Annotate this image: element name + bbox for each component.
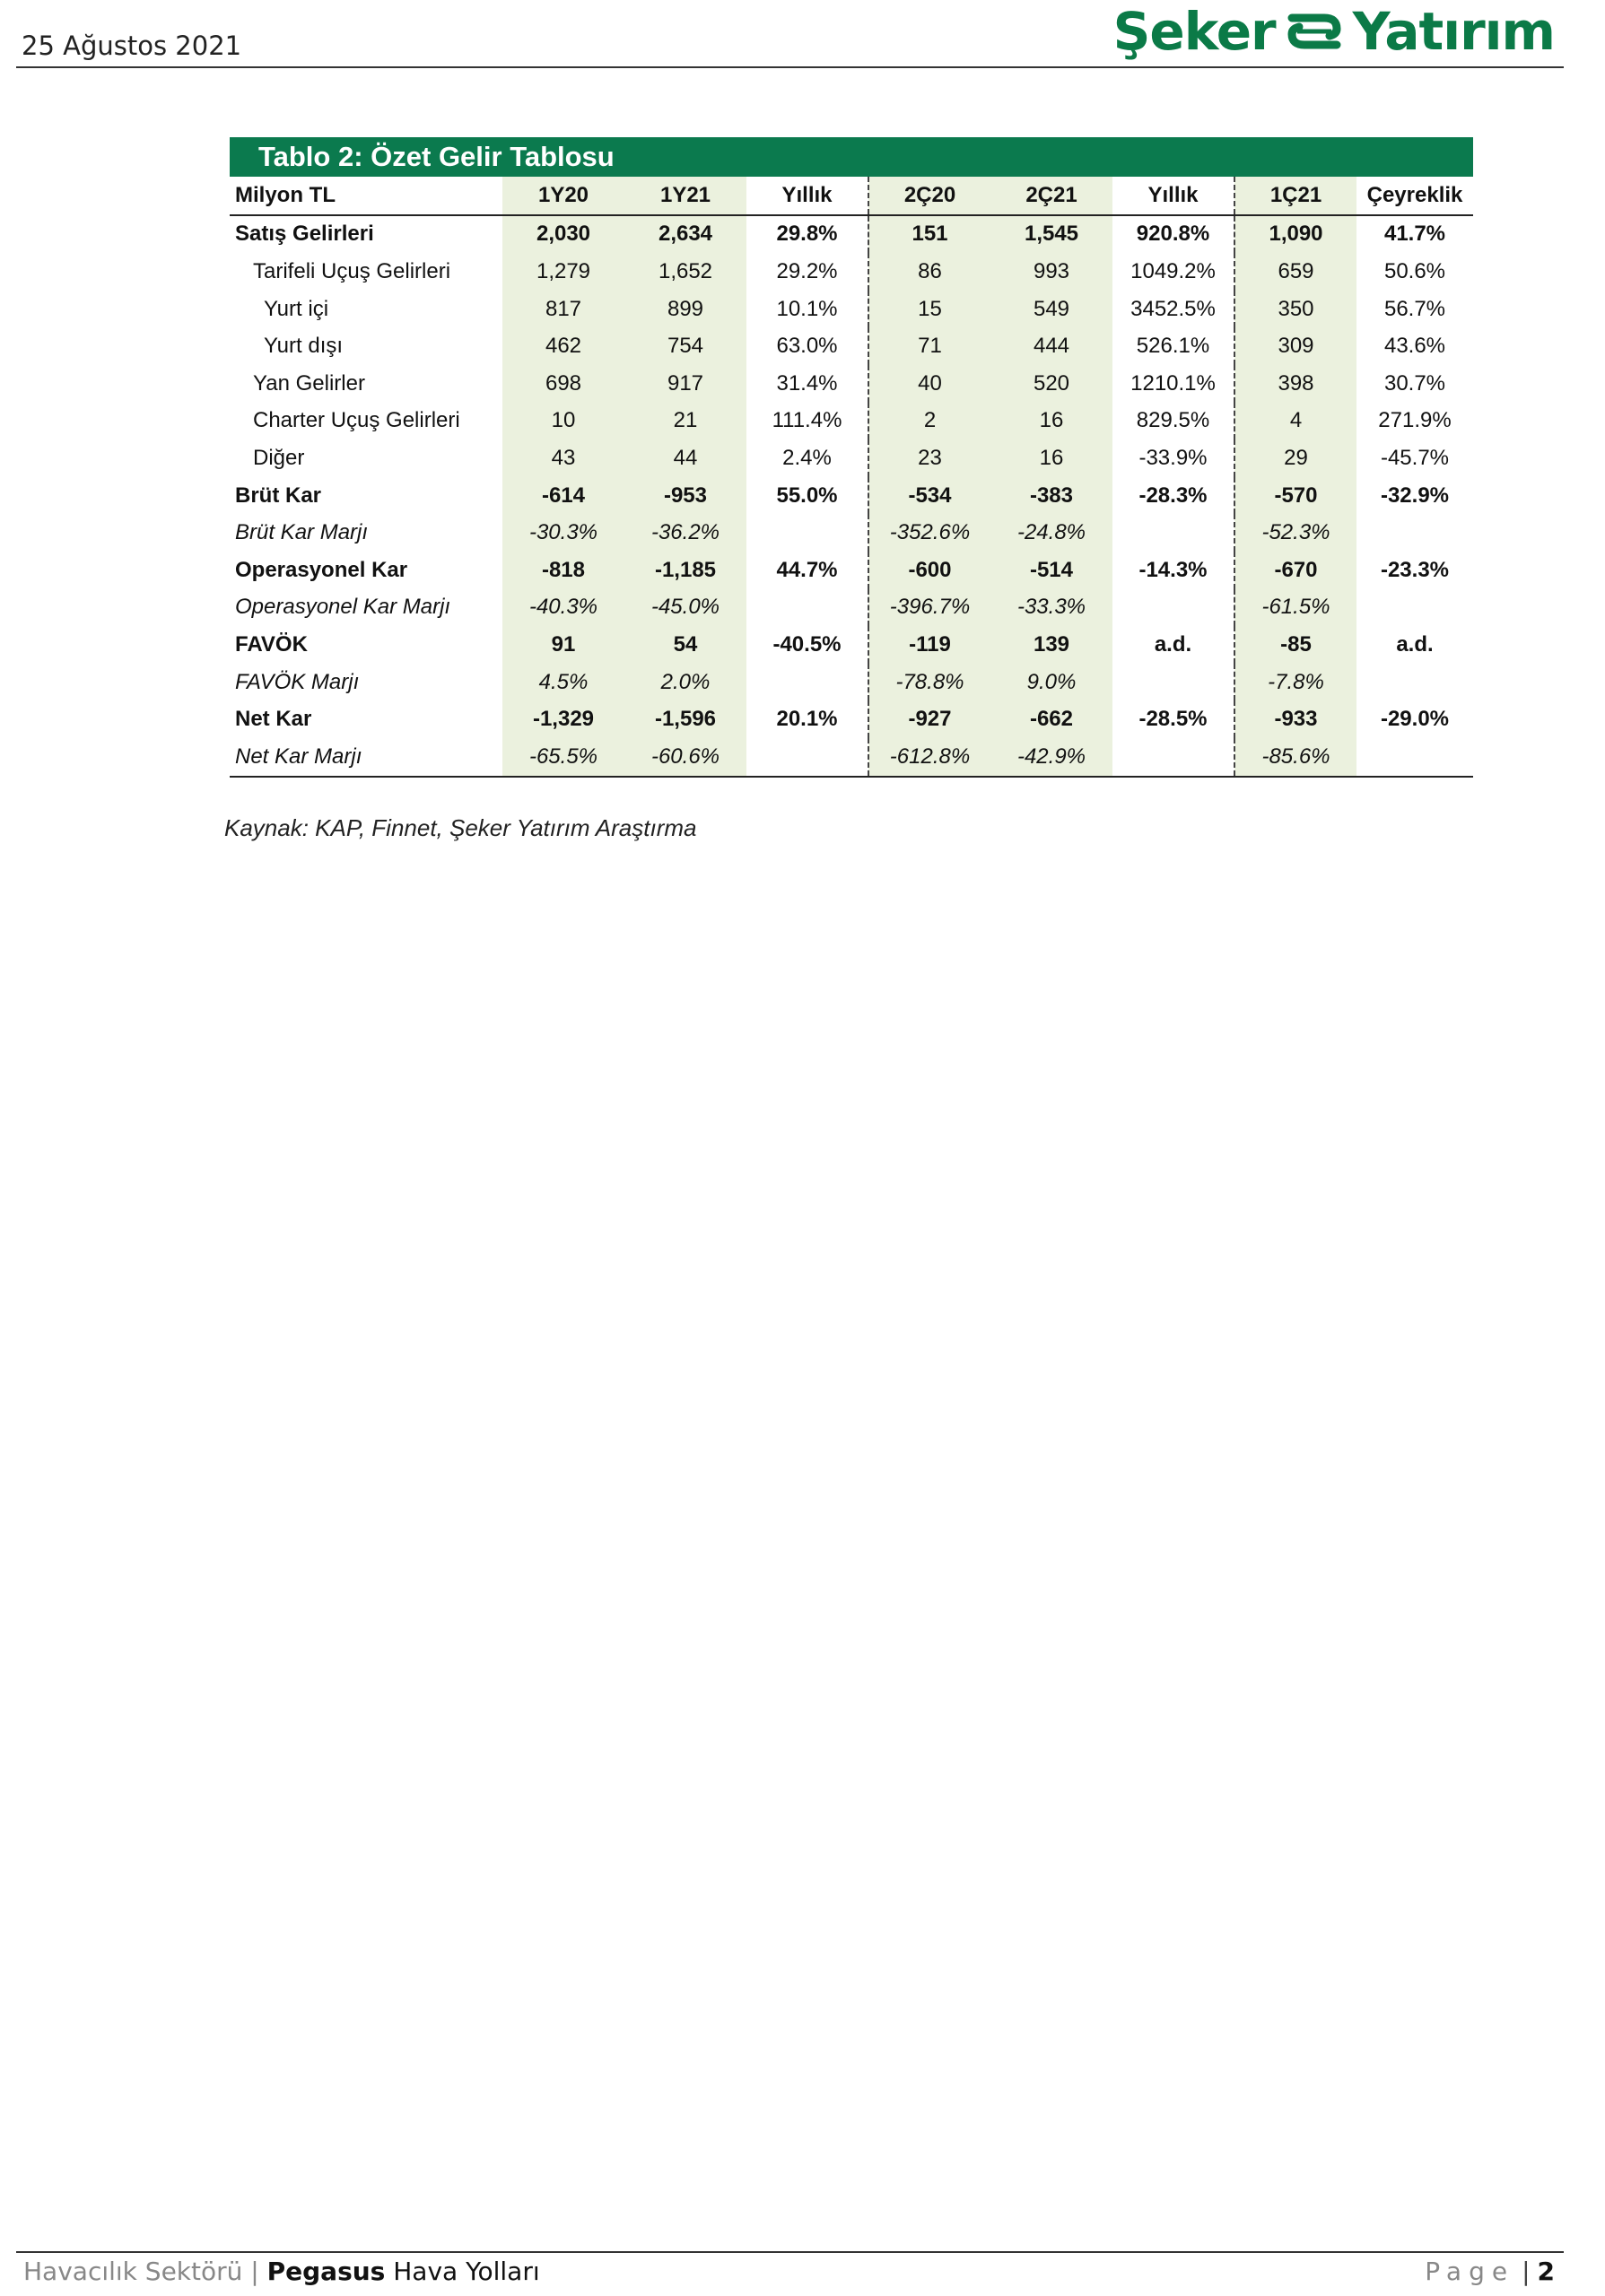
table-cell: -52.3% — [1234, 514, 1356, 552]
table-cell: 350 — [1234, 291, 1356, 328]
table-cell: 151 — [868, 215, 990, 254]
table-cell: 4.5% — [502, 664, 624, 701]
table-cell: -85.6% — [1234, 738, 1356, 777]
table-row — [230, 439, 1473, 477]
table-row — [230, 291, 1473, 328]
table-cell: 71 — [868, 327, 990, 365]
footer-section — [23, 2257, 540, 2286]
table-cell: -383 — [990, 477, 1112, 515]
row-label: Tarifeli Uçuş Gelirleri — [253, 258, 451, 283]
table-cell — [1356, 514, 1473, 552]
table-cell: -28.5% — [1138, 707, 1208, 732]
table-cell: 1,652 — [624, 253, 746, 291]
table-cell: -614 — [502, 477, 624, 515]
table-row — [230, 589, 1473, 627]
table-cell — [746, 589, 868, 627]
footer-divider — [16, 2251, 1564, 2253]
table-cell: 29.2% — [776, 258, 838, 283]
table-cell: -36.2% — [624, 514, 746, 552]
table-cell: 271.9% — [1378, 408, 1452, 433]
table-row — [230, 327, 1473, 365]
table-cell: 917 — [624, 365, 746, 403]
table-cell: 2,634 — [624, 215, 746, 254]
table-cell: -933 — [1234, 700, 1356, 738]
table-row — [230, 664, 1473, 701]
table-cell: 520 — [990, 365, 1112, 403]
table-cell: -600 — [868, 552, 990, 589]
table-cell: 111.4% — [772, 408, 842, 433]
row-label: Net Kar — [235, 707, 312, 732]
table-cell: -65.5% — [502, 738, 624, 777]
table-body — [230, 215, 1473, 777]
column-header: Yıllık — [746, 177, 868, 215]
table-cell: 29.8% — [776, 222, 838, 247]
column-header: 2Ç21 — [990, 177, 1112, 215]
table-cell: 1210.1% — [1130, 370, 1216, 396]
row-label: Satış Gelirleri — [235, 222, 374, 247]
table-cell: -612.8% — [868, 738, 990, 777]
table-cell: -352.6% — [868, 514, 990, 552]
table-cell: 16 — [990, 439, 1112, 477]
table-cell: 444 — [990, 327, 1112, 365]
table-cell: -45.7% — [1380, 445, 1450, 470]
table-cell: 54 — [624, 626, 746, 664]
logo-text-right: Yatırım — [1352, 1, 1555, 62]
table-cell: 20.1% — [776, 707, 838, 732]
table-cell: -662 — [990, 700, 1112, 738]
table-cell: 2 — [868, 403, 990, 440]
table-cell: 91 — [502, 626, 624, 664]
row-label: Brüt Kar — [235, 483, 322, 508]
table-cell — [1356, 589, 1473, 627]
table-cell: 698 — [502, 365, 624, 403]
table-cell: -30.3% — [502, 514, 624, 552]
header-divider — [16, 66, 1564, 68]
income-table-container — [230, 137, 1473, 778]
table-cell — [746, 738, 868, 777]
column-header: 1Ç21 — [1234, 177, 1356, 215]
table-cell: 309 — [1234, 327, 1356, 365]
row-label: FAVÖK Marjı — [235, 669, 360, 694]
seker-yatirim-logo — [1113, 2, 1555, 61]
table-row — [230, 253, 1473, 291]
footer-sector: Havacılık Sektörü — [23, 2257, 243, 2286]
table-cell: -78.8% — [868, 664, 990, 701]
table-cell: -818 — [502, 552, 624, 589]
table-cell: 920.8% — [1136, 222, 1210, 247]
table-cell: -33.9% — [1138, 445, 1208, 470]
table-cell: 139 — [990, 626, 1112, 664]
table-cell: 44.7% — [776, 557, 838, 582]
table-cell: 462 — [502, 327, 624, 365]
table-cell: 899 — [624, 291, 746, 328]
column-header: 1Y21 — [624, 177, 746, 215]
table-cell: 2.0% — [624, 664, 746, 701]
table-header-row — [230, 177, 1473, 215]
table-cell — [1112, 738, 1234, 777]
table-cell: -29.0% — [1380, 707, 1450, 732]
table-cell — [1112, 514, 1234, 552]
table-cell: 23 — [868, 439, 990, 477]
table-row — [230, 514, 1473, 552]
row-label: Net Kar Marjı — [230, 738, 502, 777]
table-cell: -119 — [868, 626, 990, 664]
table-cell: -396.7% — [868, 589, 990, 627]
table-row — [230, 477, 1473, 515]
table-cell: 41.7% — [1383, 222, 1446, 247]
table-cell: 40 — [868, 365, 990, 403]
row-label: Yurt dışı — [264, 334, 344, 359]
table-cell: 4 — [1234, 403, 1356, 440]
table-cell: -14.3% — [1138, 557, 1208, 582]
table-cell: 43 — [502, 439, 624, 477]
row-label: Operasyonel Kar — [235, 557, 408, 582]
logo-text-left: Şeker — [1112, 1, 1276, 62]
table-cell: 10.1% — [776, 296, 838, 321]
table-row — [230, 215, 1473, 254]
table-cell: -1,596 — [624, 700, 746, 738]
table-cell — [746, 664, 868, 701]
table-cell — [1356, 738, 1473, 777]
table-cell: 9.0% — [990, 664, 1112, 701]
table-cell: -7.8% — [1234, 664, 1356, 701]
report-date: 25 Ağustos 2021 — [22, 30, 242, 61]
table-cell: 1,090 — [1234, 215, 1356, 254]
table-cell: -33.3% — [990, 589, 1112, 627]
table-cell: 44 — [624, 439, 746, 477]
table-cell: 817 — [502, 291, 624, 328]
income-summary-table — [230, 177, 1473, 778]
table-cell: a.d. — [1154, 631, 1192, 657]
row-label: FAVÖK — [235, 631, 308, 657]
table-cell: 21 — [624, 403, 746, 440]
table-cell: 993 — [990, 253, 1112, 291]
footer-company-rest: Hava Yolları — [385, 2257, 540, 2286]
footer-separator: | — [250, 2257, 259, 2286]
table-cell: 526.1% — [1136, 334, 1210, 359]
table-cell: 549 — [990, 291, 1112, 328]
table-cell: 1,545 — [990, 215, 1112, 254]
table-cell: 30.7% — [1383, 370, 1446, 396]
table-cell: 55.0% — [776, 483, 838, 508]
source-note: Kaynak: KAP, Finnet, Şeker Yatırım Araştırma — [224, 814, 697, 841]
table-cell: -670 — [1234, 552, 1356, 589]
table-cell: -40.3% — [502, 589, 624, 627]
table-cell: -24.8% — [990, 514, 1112, 552]
table-cell: 63.0% — [776, 334, 838, 359]
table-cell — [1112, 589, 1234, 627]
table-cell: -23.3% — [1380, 557, 1450, 582]
row-label: Brüt Kar Marjı — [235, 520, 369, 545]
table-cell: -61.5% — [1234, 589, 1356, 627]
table-row — [230, 365, 1473, 403]
footer-page — [1425, 2257, 1555, 2286]
table-cell: 1049.2% — [1130, 258, 1216, 283]
table-cell: 31.4% — [776, 370, 838, 396]
page-label: Page — [1425, 2257, 1515, 2286]
table-cell: -953 — [624, 477, 746, 515]
table-cell: 86 — [868, 253, 990, 291]
table-title: Tablo 2: Özet Gelir Tablosu — [230, 137, 1473, 177]
table-cell: 2.4% — [782, 445, 832, 470]
table-cell: -45.0% — [624, 589, 746, 627]
column-header: 1Y20 — [502, 177, 624, 215]
table-cell — [1112, 664, 1234, 701]
table-cell: -28.3% — [1138, 483, 1208, 508]
logo-mark-icon — [1283, 2, 1346, 61]
table-cell: -514 — [990, 552, 1112, 589]
table-cell: 16 — [990, 403, 1112, 440]
table-cell: 1,279 — [502, 253, 624, 291]
table-cell: 398 — [1234, 365, 1356, 403]
page-number: 2 — [1537, 2257, 1555, 2286]
table-cell: 43.6% — [1383, 334, 1446, 359]
row-label: Operasyonel Kar Marjı — [235, 595, 451, 620]
table-cell: 56.7% — [1383, 296, 1446, 321]
row-label: Yan Gelirler — [253, 370, 365, 396]
footer-company-bold: Pegasus — [266, 2257, 386, 2286]
table-row — [230, 626, 1473, 664]
row-label: Diğer — [253, 445, 305, 470]
table-cell: 29 — [1234, 439, 1356, 477]
table-cell: -1,329 — [502, 700, 624, 738]
row-label: Yurt içi — [264, 296, 329, 321]
table-cell: -1,185 — [624, 552, 746, 589]
table-cell: -85 — [1234, 626, 1356, 664]
table-cell: a.d. — [1396, 631, 1434, 657]
table-cell: 15 — [868, 291, 990, 328]
table-cell: 10 — [502, 403, 624, 440]
table-row — [230, 738, 1473, 777]
page-separator: | — [1522, 2257, 1531, 2286]
table-cell: -40.5% — [772, 631, 842, 657]
table-cell: -60.6% — [624, 738, 746, 777]
table-cell — [746, 514, 868, 552]
table-cell: 754 — [624, 327, 746, 365]
table-cell — [1356, 664, 1473, 701]
table-row — [230, 403, 1473, 440]
table-cell: -534 — [868, 477, 990, 515]
column-header: 2Ç20 — [868, 177, 990, 215]
row-label: Charter Uçuş Gelirleri — [253, 408, 460, 433]
table-cell: -32.9% — [1380, 483, 1450, 508]
table-cell: 3452.5% — [1130, 296, 1216, 321]
table-row — [230, 700, 1473, 738]
table-cell: 2,030 — [502, 215, 624, 254]
table-cell: -927 — [868, 700, 990, 738]
table-cell: 829.5% — [1136, 408, 1210, 433]
column-header: Milyon TL — [230, 177, 502, 215]
column-header: Çeyreklik — [1356, 177, 1473, 215]
column-header: Yıllık — [1112, 177, 1234, 215]
table-cell: 50.6% — [1383, 258, 1446, 283]
table-row — [230, 552, 1473, 589]
table-cell: 659 — [1234, 253, 1356, 291]
table-cell: -570 — [1234, 477, 1356, 515]
table-cell: -42.9% — [990, 738, 1112, 777]
